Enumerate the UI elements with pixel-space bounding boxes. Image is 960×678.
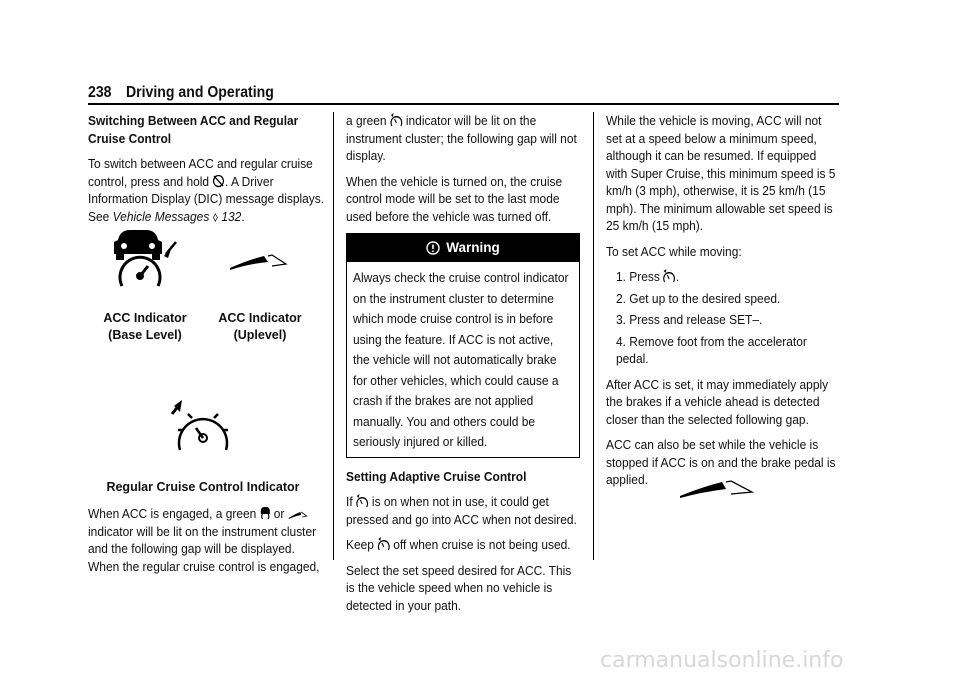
page-header [88, 82, 838, 104]
column-1 [88, 112, 328, 233]
paragraph-last-mode: When the vehicle is turned on, the cruise control mode will be set to the last mode used before the vehicle was turned off. [346, 173, 563, 224]
acc-uplevel-indicator-icon [228, 252, 290, 272]
paragraph-switching: To switch between ACC and regular cruise control, press and hold . A Driver Information Display (DIC) message displays. See Vehicle Messages ⬨ 132. [88, 156, 325, 224]
column-2 [346, 112, 580, 622]
caption-acc-uplevel: ACC Indicator (Uplevel) [218, 311, 302, 342]
reference-vehicle-messages[interactable]: Vehicle Messages [112, 208, 210, 224]
acc-base-indicator-icon [112, 228, 182, 290]
warning-icon [426, 241, 440, 255]
column-divider-2 [593, 112, 594, 560]
steps-list [606, 268, 840, 368]
warning-header [347, 234, 579, 262]
paragraph-minimum-speed: While the vehicle is moving, ACC will not set at a speed below a minimum speed, although it can be resumed. If equipped with Super Cruise, this minimum speed is 5 km/h (3 mph), otherwise, it is 25 km/h (15 mph). The minimum allowable set speed is 25 km/h (15 mph). [606, 113, 836, 233]
caption-acc-base: ACC Indicator (Base Level) [103, 311, 187, 342]
paragraph-green-indicator: a green indicator will be lit on the instrument cluster; the following gap will not display. [346, 113, 577, 163]
paragraph-acc-engaged: When ACC is engaged, a green or indicator will be lit on the instrument cluster and the following gap will be displayed. When the regular cruise control is engaged, [88, 506, 320, 574]
column-1-bottom [88, 505, 328, 583]
acc-uplevel-small-icon [288, 510, 308, 520]
paragraph-to-set: To set ACC while moving: [606, 243, 742, 259]
list-item: 1. Press . [616, 269, 680, 284]
paragraph-after-set: After ACC is set, it may immediately apply the brakes if a vehicle ahead is detected closer than the selected following gap. [606, 376, 829, 427]
column-3 [606, 112, 840, 497]
cruise-mode-icon [212, 174, 225, 188]
paragraph-if-on: If is on when not in use, it could get pressed and go into ACC when not desired. [346, 494, 577, 527]
heading-switching: Switching Between ACC and Regular Cruise Control [88, 113, 299, 146]
paragraph-set-speed: Select the set speed desired for ACC. This is the vehicle speed when no vehicle is detected in your path. [346, 562, 572, 613]
page-ref-arrow-icon: ⬨ [212, 208, 219, 224]
column-divider-1 [333, 112, 334, 560]
acc-car-icon [260, 506, 271, 520]
cruise-gauge-icon [356, 494, 369, 508]
page-number: 238 [88, 84, 112, 101]
warning-text: Always check the cruise control indicator on the instrument cluster to determine which mode cruise control is in before using the feature. If ACC is not active, the vehicle will not automatically brake for other vehicles, which could cause a crash if the brakes are not applied manually. You and others could be seriously injured or killed. [353, 270, 569, 449]
paragraph-set-stopped: ACC can also be set while the vehicle is stopped if ACC is on and the brake pedal is applied. [606, 437, 836, 487]
section-title: Driving and Operating [126, 84, 274, 101]
warning-box [346, 233, 580, 458]
watermark: carmanualsonline.info [600, 648, 844, 673]
caption-regular-cruise: Regular Cruise Control Indicator [106, 480, 300, 494]
acc-uplevel-indicator-icon [678, 478, 756, 500]
cruise-gauge-icon [390, 113, 403, 127]
list-item: 3. Press and release SET–. [616, 312, 763, 327]
list-item: 4. Remove foot from the accelerator pedal. [616, 333, 807, 366]
warning-title: Warning [446, 240, 500, 256]
paragraph-keep-off: Keep off when cruise is not being used. [346, 537, 571, 552]
regular-cruise-indicator-icon [168, 400, 238, 456]
cruise-gauge-icon [377, 537, 390, 551]
header-rule [88, 103, 839, 105]
list-item: 2. Get up to the desired speed. [616, 290, 781, 306]
cruise-gauge-icon [663, 269, 676, 283]
heading-setting-acc: Setting Adaptive Cruise Control [346, 468, 527, 484]
